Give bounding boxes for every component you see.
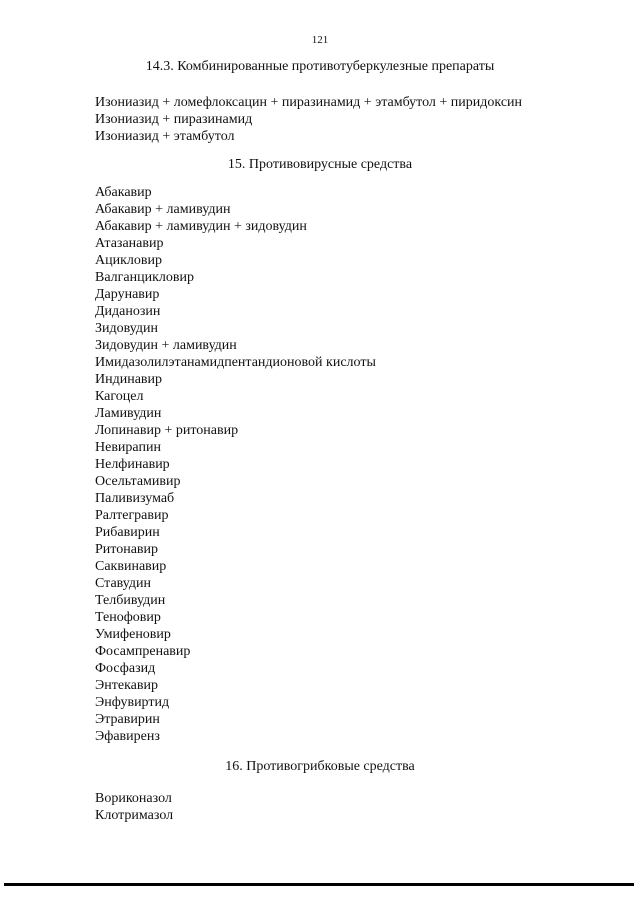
list-item: Клотримазол (95, 808, 174, 823)
list-item: Умифеновир (95, 627, 171, 642)
list-item: Абакавир + ламивудин + зидовудин (95, 219, 307, 234)
list-item: Осельтамивир (95, 474, 181, 489)
list-item: Ралтегравир (95, 508, 169, 523)
section-heading-combined-antituberculosis: 14.3. Комбинированные противотуберкулезные препараты (145, 59, 495, 74)
list-item: Энфувиртид (95, 695, 170, 710)
page-number: 121 (311, 34, 329, 46)
drug-list-antifungal (95, 790, 173, 824)
list-item: Абакавир + ламивудин (95, 202, 231, 217)
list-item: Энтекавир (95, 678, 158, 693)
list-item: Саквинавир (95, 559, 167, 574)
section-heading-antifungal: 16. Противогрибковые средства (225, 759, 415, 774)
list-item: Фосампренавир (95, 644, 191, 659)
bottom-rule-divider (4, 883, 634, 886)
list-item: Зидовудин + ламивудин (95, 338, 237, 353)
list-item: Тенофовир (95, 610, 161, 625)
list-item: Зидовудин (95, 321, 158, 336)
drug-list-antiviral (95, 184, 376, 745)
list-item: Этравирин (95, 712, 160, 727)
list-item: Эфавиренз (95, 729, 160, 744)
list-item: Рибавирин (95, 525, 160, 540)
list-item: Изониазид + этамбутол (95, 129, 235, 144)
list-item: Паливизумаб (95, 491, 175, 506)
list-item: Вориконазол (95, 791, 172, 806)
list-item: Дарунавир (95, 287, 160, 302)
list-item: Ацикловир (95, 253, 162, 268)
list-item: Фосфазид (95, 661, 156, 676)
list-item: Имидазолилэтанамидпентандионовой кислоты (95, 355, 376, 370)
list-item: Изониазид + ломефлоксацин + пиразинамид + этамбутол + пиридоксин (95, 95, 523, 110)
drug-list-combined-antituberculosis (95, 94, 522, 145)
list-item: Диданозин (95, 304, 161, 319)
section-heading-antiviral: 15. Противовирусные средства (227, 157, 413, 172)
list-item: Ставудин (95, 576, 152, 591)
list-item: Лопинавир + ритонавир (95, 423, 239, 438)
list-item: Валганцикловир (95, 270, 194, 285)
list-item: Индинавир (95, 372, 163, 387)
list-item: Изониазид + пиразинамид (95, 112, 253, 127)
list-item: Атазанавир (95, 236, 164, 251)
list-item: Абакавир (95, 185, 152, 200)
list-item: Невирапин (95, 440, 161, 455)
list-item: Нелфинавир (95, 457, 170, 472)
list-item: Ритонавир (95, 542, 159, 557)
list-item: Телбивудин (95, 593, 166, 608)
list-item: Кагоцел (95, 389, 144, 404)
list-item: Ламивудин (95, 406, 162, 421)
